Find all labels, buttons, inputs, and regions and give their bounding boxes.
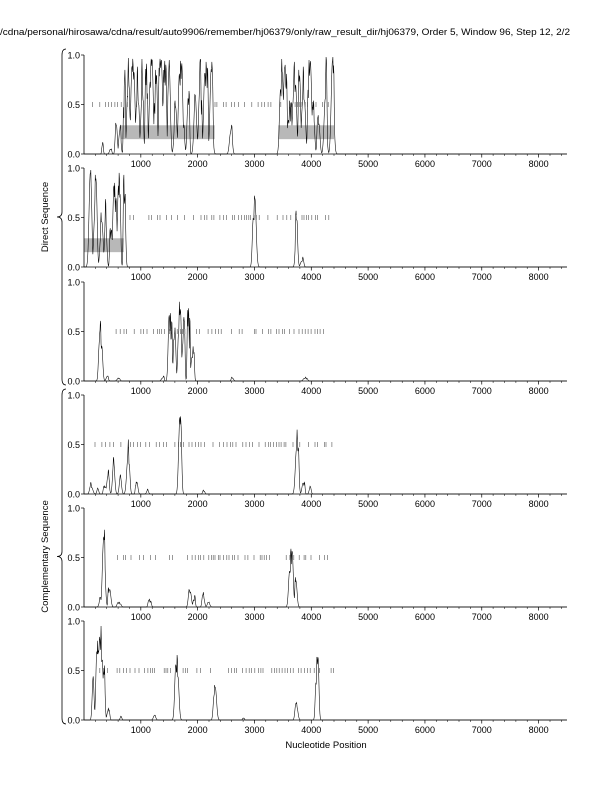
group-label: Direct Sequence: [40, 181, 51, 253]
x-tick-label: 2000: [187, 725, 208, 735]
y-tick-label: 1.0: [67, 163, 80, 174]
group-brackets: [40, 49, 66, 724]
group-bracket: [57, 389, 66, 724]
x-tick-label: 1000: [130, 272, 151, 282]
panel-5: [67, 504, 567, 623]
y-tick-label: 0.5: [67, 440, 80, 450]
x-tick-label: 5000: [358, 272, 379, 282]
x-tick-label: 1000: [130, 725, 151, 735]
group-label: Complementary Sequence: [40, 500, 51, 613]
x-tick-label: 4000: [301, 499, 322, 509]
y-tick-label: 0.5: [67, 100, 80, 110]
y-tick-label: 1.0: [67, 503, 80, 514]
x-tick-label: 1000: [130, 159, 151, 169]
x-tick-label: 8000: [528, 725, 549, 735]
y-tick-label: 0.5: [67, 666, 80, 676]
y-tick-label: 0.0: [67, 602, 80, 613]
x-tick-label: 8000: [528, 386, 549, 396]
x-tick-label: 1000: [130, 499, 151, 509]
x-tick-label: 4000: [301, 159, 322, 169]
y-tick-label: 1.0: [67, 390, 80, 401]
x-tick-label: 7000: [471, 725, 492, 735]
x-tick-label: 4000: [301, 272, 322, 282]
x-tick-label: 3000: [244, 499, 265, 509]
x-tick-label: 8000: [528, 612, 549, 622]
x-tick-label: 7000: [471, 612, 492, 622]
page-title: /cdna/personal/hirosawa/cdna/result/auto9906/remember/hj06379/only/raw_result_dir/hj06379, Order 5, Window 96, Step 12, 2/2: [0, 27, 570, 37]
x-tick-label: 2000: [187, 612, 208, 622]
x-tick-label: 3000: [244, 612, 265, 622]
panel-4: [67, 391, 567, 510]
x-tick-label: 3000: [244, 272, 265, 282]
y-tick-label: 0.0: [67, 262, 80, 273]
y-tick-label: 0.5: [67, 553, 80, 563]
x-tick-label: 6000: [414, 386, 435, 396]
position-ticks: [117, 555, 327, 560]
signal-line: [84, 302, 567, 381]
x-tick-label: 5000: [358, 612, 379, 622]
signal-line: [84, 416, 567, 494]
y-tick-label: 0.5: [67, 213, 80, 223]
y-tick-label: 0.0: [67, 149, 80, 160]
x-tick-label: 8000: [528, 159, 549, 169]
x-tick-label: 6000: [414, 272, 435, 282]
x-tick-label: 7000: [471, 386, 492, 396]
x-tick-label: 5000: [358, 725, 379, 735]
x-tick-label: 3000: [244, 725, 265, 735]
x-tick-label: 8000: [528, 272, 549, 282]
panel-1: [67, 51, 567, 170]
x-tick-label: 5000: [358, 499, 379, 509]
x-tick-label: 2000: [187, 499, 208, 509]
signal-line: [84, 57, 567, 154]
x-tick-label: 5000: [358, 386, 379, 396]
y-tick-label: 0.0: [67, 489, 80, 500]
x-tick-label: 6000: [414, 159, 435, 169]
position-ticks: [130, 215, 329, 220]
x-tick-label: 1000: [130, 612, 151, 622]
x-tick-label: 4000: [301, 725, 322, 735]
group-bracket: [57, 49, 66, 385]
y-tick-label: 1.0: [67, 616, 80, 627]
x-tick-label: 6000: [414, 499, 435, 509]
position-ticks: [100, 668, 334, 673]
signal-line: [84, 530, 567, 607]
x-tick-label: 7000: [471, 272, 492, 282]
x-tick-label: 4000: [301, 612, 322, 622]
panel-3: [67, 278, 567, 397]
y-tick-label: 0.5: [67, 327, 80, 337]
panels: [67, 51, 567, 736]
x-tick-label: 7000: [471, 159, 492, 169]
y-tick-label: 1.0: [67, 50, 80, 61]
x-tick-label: 6000: [414, 612, 435, 622]
x-tick-label: 3000: [244, 386, 265, 396]
y-tick-label: 0.0: [67, 715, 80, 726]
panel-6: [67, 617, 567, 736]
position-ticks: [116, 329, 323, 334]
y-tick-label: 0.0: [67, 376, 80, 387]
x-tick-label: 8000: [528, 499, 549, 509]
x-tick-label: 2000: [187, 272, 208, 282]
highlight-region: [121, 125, 215, 139]
x-tick-label: 3000: [244, 159, 265, 169]
panel-2: [67, 164, 567, 283]
x-tick-label: 2000: [187, 386, 208, 396]
x-tick-label: 2000: [187, 159, 208, 169]
x-tick-label: 4000: [301, 386, 322, 396]
x-axis-label: Nucleotide Position: [285, 740, 367, 751]
y-tick-label: 1.0: [67, 277, 80, 288]
x-tick-label: 7000: [471, 499, 492, 509]
signal-line: [84, 626, 567, 720]
x-tick-label: 1000: [130, 386, 151, 396]
x-tick-label: 6000: [414, 725, 435, 735]
x-tick-label: 5000: [358, 159, 379, 169]
